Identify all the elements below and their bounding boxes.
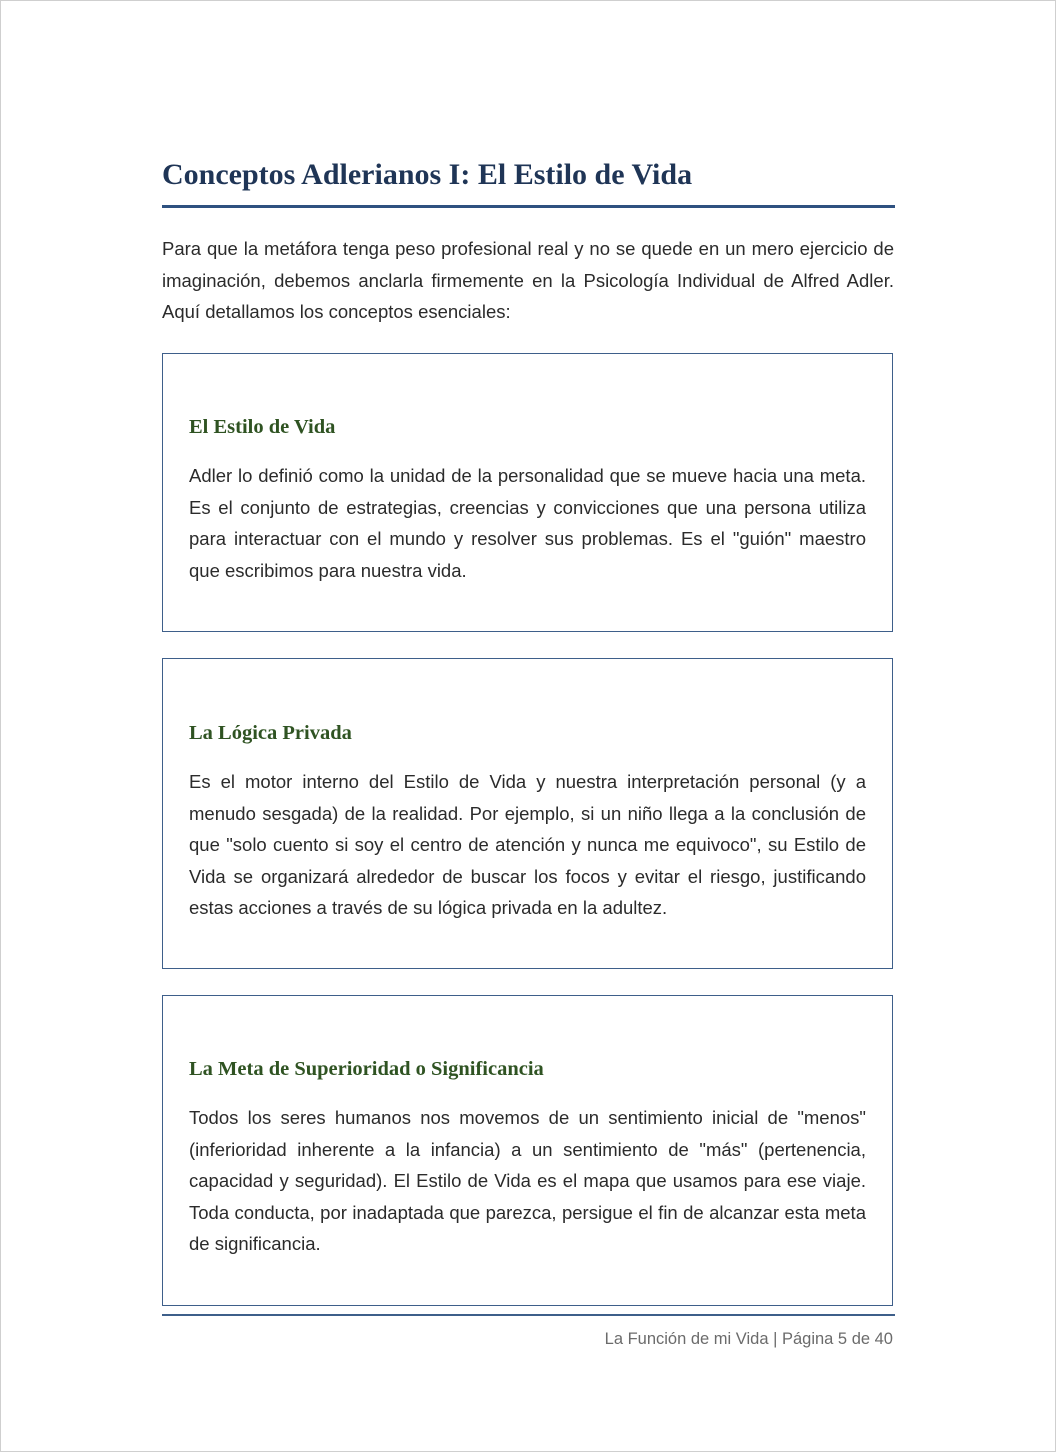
concept-card-estilo-de-vida (162, 353, 893, 632)
card-body: Adler lo definió como la unidad de la personalidad que se mueve hacia una meta. Es el conjunto de estrategias, creencias y convicciones que una persona utiliza para interactuar con el mundo y resolver sus problemas. Es el "guión" maestro que escribimos para nuestra vida. (189, 465, 866, 581)
card-body: Todos los seres humanos nos movemos de un sentimiento inicial de "menos" (inferioridad inherente a la infancia) a un sentimiento de "más" (pertenencia, capacidad y seguridad). El Estilo de Vida es el mapa que usamos para ese viaje. Toda conducta, por inadaptada que parezca, persigue el fin de alcanzar esta meta de significancia. (189, 1107, 866, 1254)
concept-card-meta-de-superioridad (162, 995, 893, 1306)
title-underline (162, 205, 895, 208)
page-footer: La Función de mi Vida | Página 5 de 40 (604, 1330, 893, 1348)
concept-card-logica-privada (162, 658, 893, 969)
page-title: Conceptos Adlerianos I: El Estilo de Vida (162, 158, 693, 191)
card-body: Es el motor interno del Estilo de Vida y nuestra interpretación personal (y a menudo sesgada) de la realidad. Por ejemplo, si un niño llega a la conclusión de que "solo cuento si soy el centro de atención y nunca me equivoco", su Estilo de Vida se organizará alrededor de buscar los focos y evitar el riesgo, justificando estas acciones a través de su lógica privada en la adultez. (189, 771, 866, 918)
card-heading: La Meta de Superioridad o Significancia (189, 1058, 544, 1080)
card-heading: El Estilo de Vida (189, 416, 336, 438)
footer-divider (162, 1314, 895, 1316)
intro-paragraph: Para que la metáfora tenga peso profesional real y no se quede en un mero ejercicio de imaginación, debemos anclarla firmemente en la Psicología Individual de Alfred Adler. Aquí detallamos los conceptos esenciales: (162, 238, 894, 322)
card-heading: La Lógica Privada (189, 722, 352, 744)
